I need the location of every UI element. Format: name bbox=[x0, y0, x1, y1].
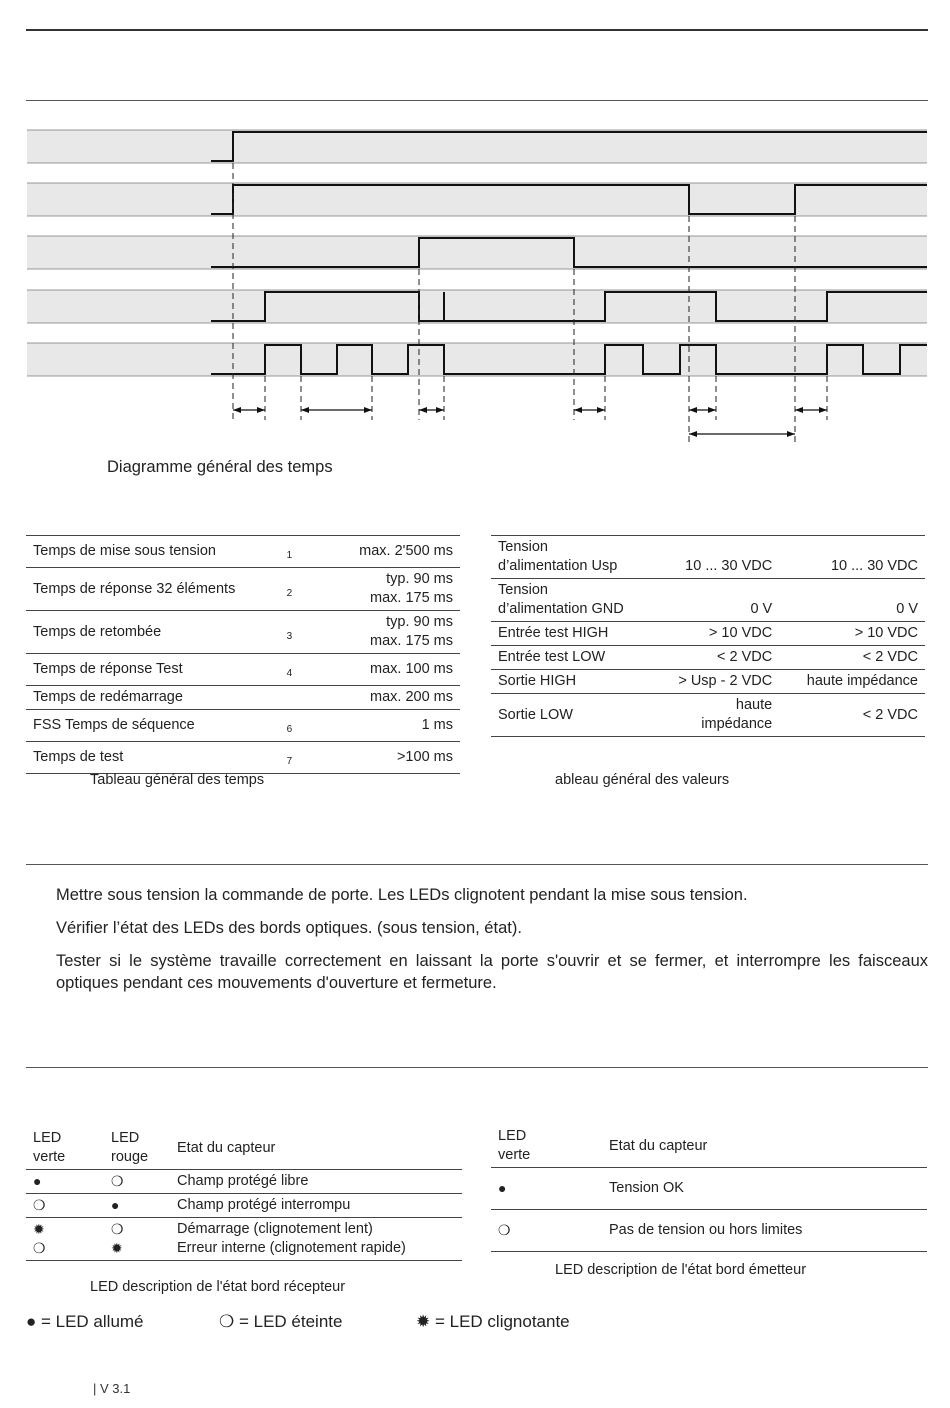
value-label-line2: d’alimentation Usp bbox=[498, 558, 618, 574]
table-row bbox=[491, 646, 925, 670]
value-label-line1: Tension bbox=[498, 582, 548, 598]
time-ref: 3 bbox=[280, 611, 334, 654]
time-label: Temps de réponse Test bbox=[26, 654, 280, 686]
header-state: Etat du capteur bbox=[602, 1125, 927, 1168]
header-red-line1: LED bbox=[111, 1130, 140, 1146]
table-row bbox=[26, 536, 460, 568]
value-label-line2: d’alimentation GND bbox=[498, 601, 624, 617]
value-label bbox=[491, 579, 654, 622]
time-label: Temps de réponse 32 éléments bbox=[26, 568, 280, 611]
value-label-line1: Tension bbox=[498, 539, 548, 555]
value-emitter-line2: impédance bbox=[701, 716, 773, 732]
table-row bbox=[26, 1218, 462, 1261]
table-row bbox=[26, 654, 460, 686]
emitter-table-caption: LED description de l'état bord émetteur bbox=[555, 1262, 807, 1278]
top-rule bbox=[26, 29, 928, 31]
time-value: max. 2'500 ms bbox=[334, 536, 460, 568]
table-header bbox=[26, 1127, 462, 1170]
state-line1: Démarrage (clignotement lent) bbox=[177, 1221, 373, 1237]
time-value: >100 ms bbox=[334, 742, 460, 774]
receiver-table-caption: LED description de l'état bord récepteur bbox=[90, 1279, 346, 1295]
table-row bbox=[491, 1168, 927, 1210]
value-receiver: > 10 VDC bbox=[779, 622, 925, 646]
instruction-step: Mettre sous tension la commande de porte. Les LEDs clignotent pendant la mise sous tension. bbox=[56, 886, 748, 904]
time-ref bbox=[280, 686, 334, 710]
table-row bbox=[491, 622, 925, 646]
value-label: Entrée test LOW bbox=[491, 646, 654, 670]
timing-diagram bbox=[0, 120, 950, 450]
value-emitter: 0 V bbox=[654, 579, 780, 622]
time-value-typ: typ. 90 ms bbox=[386, 571, 453, 587]
value-receiver: haute impédance bbox=[779, 670, 925, 694]
green-led-icon: ● bbox=[26, 1170, 104, 1194]
green-led-icon bbox=[26, 1218, 104, 1261]
value-emitter: < 2 VDC bbox=[654, 646, 780, 670]
times-table bbox=[26, 535, 460, 774]
value-receiver: < 2 VDC bbox=[779, 694, 925, 737]
time-value-typ: typ. 90 ms bbox=[386, 614, 453, 630]
state-text bbox=[170, 1218, 462, 1261]
state-text: Tension OK bbox=[602, 1168, 927, 1210]
table-row bbox=[26, 1194, 462, 1218]
table-row bbox=[491, 1210, 927, 1252]
value-receiver: < 2 VDC bbox=[779, 646, 925, 670]
off-led-icon: ❍ bbox=[111, 1221, 124, 1237]
table-row bbox=[491, 579, 925, 622]
time-value: 1 ms bbox=[334, 710, 460, 742]
values-table-caption: ableau général des valeurs bbox=[555, 772, 730, 788]
value-emitter: 10 ... 30 VDC bbox=[654, 536, 780, 579]
legend-off: ❍ = LED éteinte bbox=[219, 1312, 343, 1331]
state-line2: Erreur interne (clignotement rapide) bbox=[177, 1240, 406, 1256]
red-led-icon bbox=[104, 1218, 170, 1261]
time-label: Temps de retombée bbox=[26, 611, 280, 654]
instructions bbox=[56, 884, 928, 1005]
time-ref: 2 bbox=[280, 568, 334, 611]
state-text: Pas de tension ou hors limites bbox=[602, 1210, 927, 1252]
value-receiver: 10 ... 30 VDC bbox=[779, 536, 925, 579]
value-label: Sortie HIGH bbox=[491, 670, 654, 694]
time-value-max: max. 175 ms bbox=[370, 633, 453, 649]
time-label: Temps de redémarrage bbox=[26, 686, 280, 710]
off-led-icon: ❍ bbox=[33, 1240, 46, 1256]
header-red-line2: rouge bbox=[111, 1149, 149, 1165]
time-ref: 4 bbox=[280, 654, 334, 686]
header-state: Etat du capteur bbox=[170, 1127, 462, 1170]
timing-diagram-caption: Diagramme général des temps bbox=[107, 458, 333, 476]
table-row bbox=[26, 568, 460, 611]
emitter-led-table bbox=[491, 1125, 927, 1252]
table-row bbox=[491, 670, 925, 694]
time-ref: 6 bbox=[280, 710, 334, 742]
red-led-icon: ● bbox=[104, 1194, 170, 1218]
instruction-step: Vérifier l’état des LEDs des bords optiques. (sous tension, état). bbox=[56, 919, 522, 937]
value-label: Sortie LOW bbox=[491, 694, 654, 737]
legend-on: ● = LED allumé bbox=[26, 1312, 144, 1331]
time-label: FSS Temps de séquence bbox=[26, 710, 280, 742]
header-green-line2: verte bbox=[498, 1147, 531, 1163]
value-emitter bbox=[654, 694, 780, 737]
blinking-led-icon: ✹ bbox=[33, 1221, 45, 1237]
state-text: Champ protégé libre bbox=[170, 1170, 462, 1194]
table-row bbox=[26, 686, 460, 710]
section-rule bbox=[26, 864, 928, 865]
header-green-line2: verte bbox=[33, 1149, 66, 1165]
value-label: Entrée test HIGH bbox=[491, 622, 654, 646]
table-row bbox=[491, 694, 925, 737]
value-emitter: > Usp - 2 VDC bbox=[654, 670, 780, 694]
version-footer: | V 3.1 bbox=[93, 1381, 131, 1396]
header-red bbox=[104, 1127, 170, 1170]
green-led-icon: ● bbox=[491, 1168, 602, 1210]
section-rule bbox=[26, 100, 928, 101]
time-label: Temps de mise sous tension bbox=[26, 536, 280, 568]
time-value bbox=[334, 611, 460, 654]
table-row bbox=[491, 536, 925, 579]
times-table-caption: Tableau général des temps bbox=[90, 772, 265, 788]
time-value-max: max. 175 ms bbox=[370, 590, 453, 606]
receiver-led-table bbox=[26, 1127, 462, 1261]
time-value: max. 100 ms bbox=[334, 654, 460, 686]
red-led-icon: ❍ bbox=[104, 1170, 170, 1194]
value-label bbox=[491, 536, 654, 579]
values-table bbox=[491, 535, 925, 737]
time-ref: 1 bbox=[280, 536, 334, 568]
value-emitter-line1: haute bbox=[735, 697, 773, 713]
header-green-line1: LED bbox=[498, 1128, 527, 1144]
table-row bbox=[26, 611, 460, 654]
blinking-led-icon: ✹ bbox=[111, 1240, 123, 1256]
table-row bbox=[26, 742, 460, 774]
value-receiver: 0 V bbox=[779, 579, 925, 622]
green-led-icon: ❍ bbox=[26, 1194, 104, 1218]
value-emitter: > 10 VDC bbox=[654, 622, 780, 646]
section-rule bbox=[26, 1067, 928, 1068]
header-green-line1: LED bbox=[33, 1130, 62, 1146]
header-green bbox=[491, 1125, 602, 1168]
table-row bbox=[26, 710, 460, 742]
table-header bbox=[491, 1125, 927, 1168]
time-value bbox=[334, 568, 460, 611]
legend-blink: ✹ = LED clignotante bbox=[416, 1312, 570, 1331]
time-ref: 7 bbox=[280, 742, 334, 774]
time-label: Temps de test bbox=[26, 742, 280, 774]
state-text: Champ protégé interrompu bbox=[170, 1194, 462, 1218]
time-value: max. 200 ms bbox=[334, 686, 460, 710]
instruction-step: Tester si le système travaille correctement en laissant la porte s'ouvrir et se fermer, et interrompre les faisceaux optiques pendant ces mouvements d'ouverture et fermeture. bbox=[56, 952, 928, 992]
header-green bbox=[26, 1127, 104, 1170]
green-led-icon: ❍ bbox=[491, 1210, 602, 1252]
table-row bbox=[26, 1170, 462, 1194]
